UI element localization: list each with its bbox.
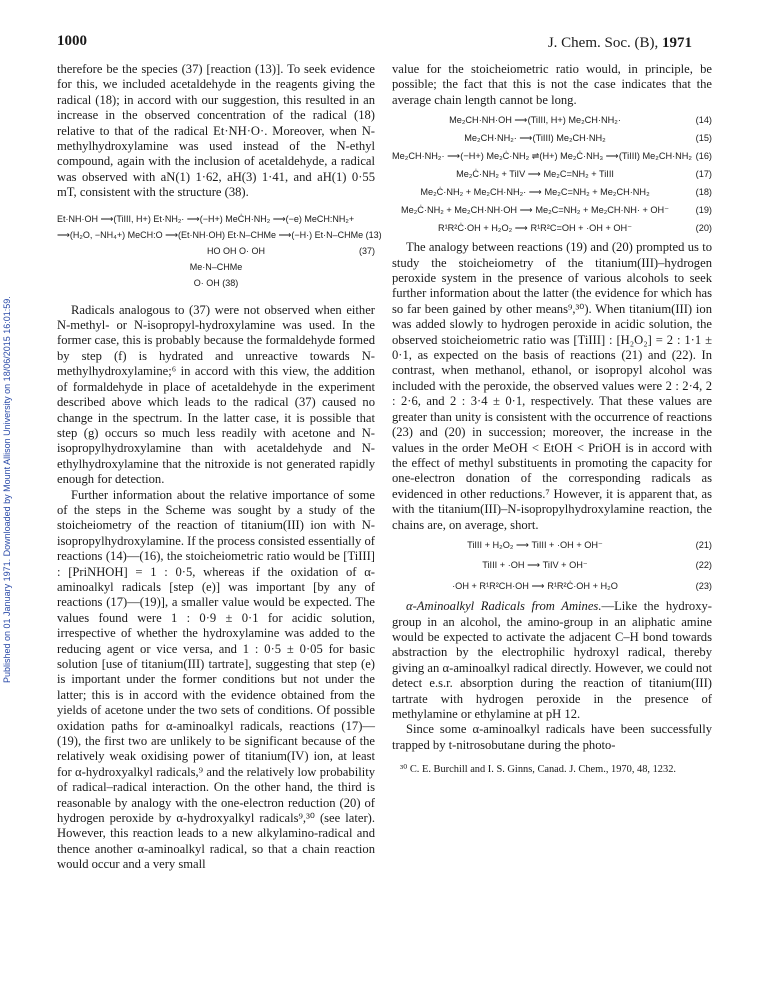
reaction-equation: ·OH + R¹R²CH·OH ⟶ R¹R²Ċ·OH + H₂O (452, 580, 618, 591)
reaction-number: (16) (695, 151, 712, 162)
reaction-row (392, 538, 712, 553)
reaction-number: (14) (695, 115, 712, 126)
reaction-number: (17) (695, 169, 712, 180)
reaction-list (392, 538, 712, 594)
reaction-equation: Me₂CH·NH·OH ⟶(TiIII, H+) Me₂CH·NH₂· (449, 115, 621, 126)
paragraph (392, 599, 712, 722)
page-number: 1000 (57, 33, 87, 49)
scheme-row (57, 243, 375, 259)
reaction-row (392, 114, 712, 126)
reaction-number: (18) (695, 187, 712, 198)
reaction-row (392, 558, 712, 573)
structure-label-37: (37) (358, 245, 375, 256)
reaction-list (392, 114, 712, 234)
reaction-number: (15) (695, 133, 712, 144)
footnote: ³⁰ C. E. Burchill and I. S. Ginns, Canad. J. Chem., 1970, 48, 1232. (400, 764, 676, 776)
reaction-equation: Me₂CH·NH₂· ⟶(−H+) Me₂Ċ·NH₂ ⇌(H+) Me₂Ċ·NH₃ ⟶(TiIII) Me₂CH·NH₂ (392, 151, 692, 162)
right-column (392, 62, 712, 776)
reaction-row (392, 204, 712, 216)
journal-header (548, 35, 692, 52)
reaction-equation: Me₂Ċ·NH₂ + Me₂CH·NH₂· ⟶ Me₂C=NH₂ + Me₂CH·NH₂ (420, 187, 650, 198)
paragraph-text: —Like the hydroxy-group in an alcohol, the amino-group in an aliphatic amine would be expected to activate the adjacent C–H bond towards abstraction by the electrophilic hydroxyl radical, thereby giving an α-aminoalkyl radical directly. However, we could not detect e.s.r. absorption during the reaction of titanium(III) tartrate with hydrogen peroxide in the presence of methylamine or ethylamine at pH 12. (392, 599, 712, 721)
reaction-equation: R¹R²Ċ·OH + H₂O₂ ⟶ R¹R²C=OH + ·OH + OH⁻ (437, 223, 633, 234)
paragraph: Radicals analogous to (37) were not observed when either N-methyl- or N-isopropyl-hydroxylamine was used. In the former case, this is probably because the formaldehyde formed by step (f) is hydrated and unreactive towards N-methylhydroxylamine;⁶ in accord with this view, the addition of formaldehyde in place of acetaldehyde in the experiment described above which leads to the radical (37) caused no change in the spectrum. In the latter case, it is possible that step (g) occurs so much less readily with acetone and N-isopropylhydroxylamine than with acetaldehyde and N-ethylhydroxylamine that the nitroxide is not generated rapidly enough for detection. (57, 302, 375, 487)
reaction-equation: TiIII + ·OH ⟶ TiIV + OH⁻ (482, 560, 588, 571)
paragraph: Since some α-aminoalkyl radicals have been successfully trapped by t-nitrosobutane during the photo- (392, 722, 712, 752)
reaction-scheme (57, 211, 382, 291)
reaction-row (392, 186, 712, 198)
reaction-row (392, 168, 712, 180)
section-title: α-Aminoalkyl Radicals from Amines. (406, 599, 602, 614)
reaction-number: (21) (695, 539, 712, 550)
scheme-row: Me·N–CHMe (189, 261, 243, 272)
reaction-number: (19) (695, 205, 712, 216)
download-notice[interactable]: Published on 01 January 1971. Downloaded by Mount Allison University on 18/06/2015 16:01:59. (2, 296, 12, 684)
reaction-equation: TiIII + H₂O₂ ⟶ TiIII + ·OH + OH⁻ (467, 539, 603, 550)
reaction-row (392, 222, 712, 234)
paragraph: Further information about the relative importance of some of the steps in the Scheme was sought by a study of the stoicheiometry of the reaction of titanium(III) ion with N-isopropylhydroxylamine. If the process consisted essentially of reactions (14)—(16), the stoicheiometric ratio would be [TiIII] : [PriNHOH] = 1 : 0·5, whereas if the oxidation of α-aminoalkyl radicals [step (e)] was important [by any of reactions (17)—(19)], a smaller value would be expected. The values found were 1 : 0·9 ± 0·1 for acidic solution, irrespective of whether the hydroxylamine was added to the reducing agent or vice versa, and 1 : 0·5 ± 0·05 for basic solution [use of titanium(III) tartrate], suggesting that step (e) is important under the former conditions but not under the latter; this is in accord with the evidence obtained from the yields of acetone under the two sets of conditions. Of possible oxidation paths for α-aminoalkyl radicals, reactions (17)—(19), the first two are unlikely to be significant because of the relatively weak oxidising power of titanium(IV) ion, at least for α-hydroxyalkyl radicals,⁹ and the relatively low probability of radical–radical interaction. On the other hand, the third is reasonable by analogy with the one-electron reduction (20) of hydrogen peroxide by α-hydroxyalkyl radicals⁹,³⁰ (see later). However, this reaction leads to a new alkylamino-radical and thence another α-aminoalkyl radical, so that a chain reaction would occur and a very small (57, 487, 375, 872)
journal-name: J. Chem. Soc. (B), (547, 35, 662, 51)
paragraph: The analogy between reactions (19) and (20) prompted us to study the stoicheiometry of the titanium(III)–hydrogen peroxide system in the presence of various alcohols to seek further information about the latter (the evidence for which has so far been gained by other means⁹,³⁰). When titanium(III) ion was added slowly to hydrogen peroxide in acidic solution, the observed stoicheiometric ratio was [TiIII] : [H₂O₂] = 2 : 1·1 ± 0·1, as expected on the basis of reactions (21) and (22). In contrast, when methanol, ethanol, or isopropyl alcohol was included with the peroxide, the observed values were 2 : 2·4, 2 : 2·6, and 2 : 3·4 ± 0·1, respectively. That these values are greater than unity is consistent with the occurrence of reactions (23) and (20) in succession; moreover, the increase in the values in the order MeOH < EtOH < PriOH is in accord with the effect of methyl substituents in promoting the capacity for one-electron donation of the corresponding radicals as evidenced in other reductions.⁷ However, it is apparent that, as with the titanium(III)–N-isopropylhydroxylamine reaction, the chains are, on average, short. (392, 240, 712, 532)
reaction-equation: Me₂Ċ·NH₂ + Me₂CH·NH·OH ⟶ Me₂C=NH₂ + Me₂CH·NH· + OH⁻ (400, 205, 670, 216)
scheme-substituents: HO OH O· OH (207, 245, 265, 256)
paragraph: therefore be the species (37) [reaction (13)]. To seek evidence for this, we included acetaldehyde in the reagents giving the radical (18); in accord with our suggestion, this resulted in an increase in the observed concentration of the radical (18) relative to that of the radical Et·NH·O·. Moreover, when N-methylhydroxylamine was used instead of the N-ethyl compound, again with the inclusion of acetaldehyde, a radical was observed with aN(1) 1·62, aH(3) 1·41, and aH(1) 0·55 mT, consistent with the structure (38). (57, 62, 375, 200)
scheme-row: Et·NH·OH ⟶(TiIII, H+) Et·NH₂· ⟶(−H+) MeĊH·NH₂ ⟶(−e) MeCH:NH₂+ (57, 213, 355, 224)
reaction-equation: Me₂Ċ·NH₂ + TiIV ⟶ Me₂C=NH₂ + TiIII (456, 169, 614, 180)
reaction-row (392, 132, 712, 144)
paragraph: value for the stoicheiometric ratio would, in principle, be possible; the fact that this is not the case indicates that the average chain length cannot be long. (392, 62, 712, 107)
reaction-equation: Me₂CH·NH₂· ⟶(TiIII) Me₂CH·NH₂ (464, 133, 606, 144)
reaction-number: (20) (695, 223, 712, 234)
left-column (57, 62, 382, 873)
reaction-row (392, 150, 712, 162)
reaction-row (392, 579, 712, 594)
reaction-number: (23) (695, 580, 712, 591)
scheme-row: ⟶(H₂O, −NH₄+) MeCH:O ⟶(Et·NH·OH) Et·N–CHMe ⟶(−H·) Et·N–CHMe (13) (57, 229, 382, 240)
journal-year: 1971 (662, 35, 692, 51)
reaction-number: (22) (695, 560, 712, 571)
scheme-row: O· OH (38) (193, 277, 239, 288)
